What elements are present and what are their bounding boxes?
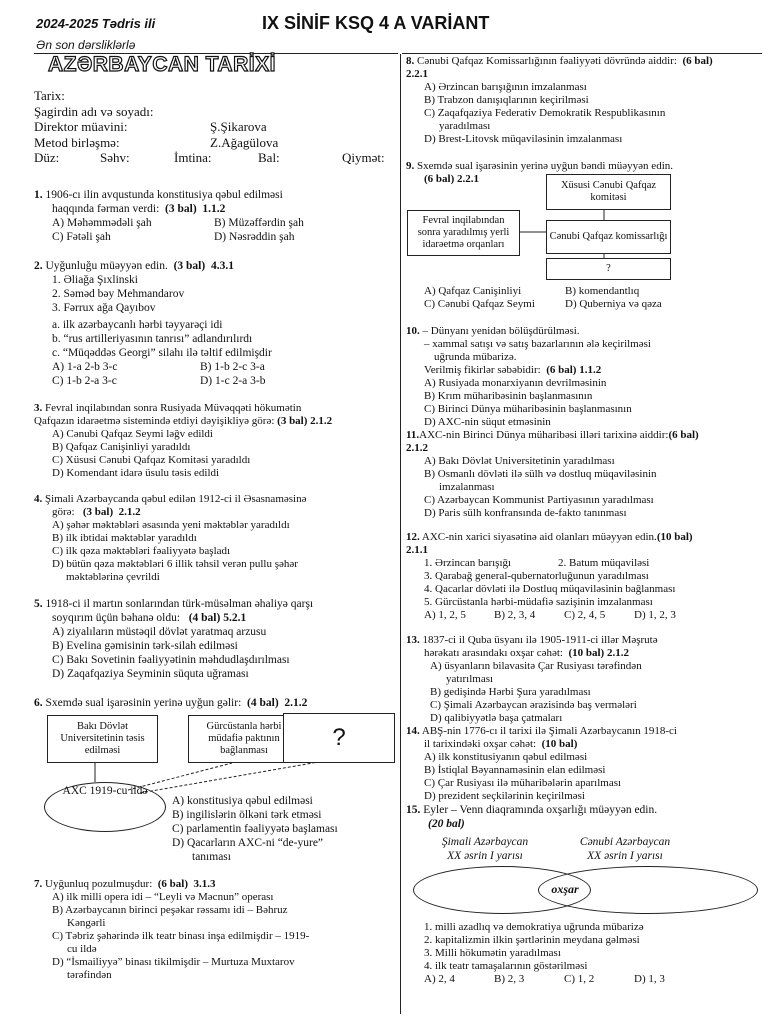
- q13-text-2: hərəkatı arasındakı oxşar cəhət:: [424, 647, 563, 659]
- q2-letter-a: a. ilk azərbaycanlı hərbi təyyarəçi idi: [52, 319, 223, 331]
- q11-code: 2.1.2: [406, 442, 428, 454]
- q5-code: 5.2.1: [223, 612, 247, 624]
- q13-option-b[interactable]: B) gedişində Hərbi Şura yaradılması: [430, 686, 591, 698]
- q9-option-a[interactable]: A) Qafqaz Canişinliyi: [424, 285, 522, 297]
- director-label: Direktor müavini:: [34, 119, 128, 134]
- q9-box-commissariat: Cənubi Qafqaz komissarlığı: [546, 220, 671, 254]
- q9-number: 9.: [406, 160, 415, 172]
- q12-code: 2.1.1: [406, 544, 428, 556]
- question-10: [406, 325, 762, 429]
- q5-option-d[interactable]: D) Zaqafqaziya Seyminin süquta uğraması: [52, 668, 249, 680]
- venn-left-label-1: Şimali Azərbaycan: [441, 836, 529, 848]
- venn-right-label-1: Cənubi Azərbaycan: [579, 836, 671, 848]
- q12-item-1: 1. Ərzincan barışığı: [424, 557, 512, 569]
- q9-code: 2.2.1: [457, 173, 479, 185]
- q6-points: (4 bal): [247, 697, 279, 709]
- question-14: [406, 725, 762, 803]
- q15-number: 15.: [406, 804, 421, 816]
- q15-item-2: 2. kapitalizmin ilkin şərtlərinin meydana gəlməsi: [424, 934, 640, 946]
- q7-option-d[interactable]: D) “İsmailiyyə” binası tikilmişdir – Murtuza Muxtarov: [52, 956, 295, 968]
- q7-number: 7.: [34, 878, 43, 890]
- q5-text-2: soyqırım üçün bəhanə oldu:: [52, 612, 181, 624]
- q14-option-b[interactable]: B) İstiqlal Bəyannaməsinin elan edilməsi: [424, 764, 606, 776]
- q6-option-d[interactable]: D) Qacarların AXC-ni “de-yure”: [172, 837, 324, 849]
- q12-item-4: 4. Qacarlar dövləti ilə Dostluq müqaviləsinin bağlanması: [424, 583, 676, 595]
- q7-code: 3.1.3: [193, 878, 216, 890]
- q6-box-question: ?: [283, 713, 395, 763]
- subject-title: AZƏRBAYCAN TARİXİ: [48, 53, 276, 76]
- q10-option-a[interactable]: A) Rusiyada monarxiyanın devrilməsinin: [424, 377, 607, 389]
- director-name: Ş.Şikarova: [210, 119, 267, 134]
- q1-points: (3 bal): [165, 203, 197, 215]
- q2-option-d[interactable]: D) 1-c 2-a 3-b: [200, 375, 266, 387]
- q9-option-c[interactable]: C) Cənubi Qafqaz Seymi: [424, 298, 535, 310]
- question-6-options: [172, 794, 397, 864]
- q6-number: 6.: [34, 697, 43, 709]
- q5-number: 5.: [34, 598, 43, 610]
- q15-item-3: 3. Milli hökumətin yaradılması: [424, 947, 561, 959]
- q7-option-d-cont: tərəfindən: [67, 969, 112, 981]
- q3-code: 2.1.2: [310, 415, 333, 427]
- q14-option-d[interactable]: D) prezident seçkilərinin keçirilməsi: [424, 790, 585, 802]
- q6-option-d-cont: tanıması: [192, 851, 231, 863]
- q12-item-5: 5. Gürcüstanla hərbi-müdafiə sazişinin imzalanması: [424, 596, 653, 608]
- q14-text-2: il tarixindəki oxşar cəhət:: [424, 738, 537, 750]
- q3-option-b[interactable]: B) Qafqaz Canişinliyi yaradıldı: [52, 441, 191, 453]
- question-11: [406, 429, 762, 520]
- q8-points: (6 bal): [682, 55, 713, 67]
- page-title: IX SİNİF KSQ 4 A VARİANT: [262, 13, 490, 33]
- q2-number: 2.: [34, 260, 43, 272]
- grade-label: Qiymət:: [342, 150, 385, 165]
- venn-center-label: oxşar: [551, 882, 579, 896]
- q9-text: Sxemdə sual işarəsinin yerinə uyğun bəndi müəyyən edin.: [417, 160, 673, 172]
- q6-option-b[interactable]: B) ingilislərin ölkəni tərk etməsi: [172, 809, 322, 821]
- q9-box-question: ?: [546, 258, 671, 280]
- venn-right-label: [560, 835, 690, 863]
- question-8: [406, 55, 762, 146]
- q10-line-3: uğrunda mübarizə.: [434, 351, 517, 363]
- q3-number: 3.: [34, 402, 43, 414]
- q15-item-4: 4. ilk teatr tamaşalarının göstərilməsi: [424, 960, 588, 972]
- q2-letter-b: b. “rus artilleriyasının tanrısı” adlandırılırdı: [52, 333, 253, 345]
- q2-points: (3 bal): [173, 260, 206, 272]
- q15-option-c[interactable]: C) 1, 2: [564, 973, 595, 985]
- q7-option-b[interactable]: B) Azərbaycanın birinci peşəkar rəssamı idi – Bəhruz: [52, 904, 288, 916]
- venn-right-label-2: XX əsrin I yarısı: [587, 850, 663, 862]
- points-label: Bal:: [258, 150, 280, 165]
- q15-option-d[interactable]: D) 1, 3: [634, 973, 665, 985]
- q10-option-d[interactable]: D) AXC-nin süqut etməsinin: [424, 416, 551, 428]
- q2-option-a[interactable]: A) 1-a 2-b 3-c: [52, 361, 118, 373]
- question-13: [406, 634, 762, 725]
- q2-option-b[interactable]: B) 1-b 2-c 3-a: [200, 361, 265, 373]
- q8-option-d[interactable]: D) Brest-Litovsk müqaviləsinin imzalanması: [424, 133, 623, 145]
- wrong-label: Səhv:: [100, 150, 130, 165]
- q10-code: 1.1.2: [579, 364, 602, 376]
- q15-text: Eyler – Venn diaqramında oxşarlığı müəyyən edin.: [423, 804, 658, 816]
- q6-option-c[interactable]: C) parlamentin fəaliyyətə başlaması: [172, 823, 338, 835]
- q6-text: Sxemdə sual işarəsinin yerinə uyğun gəlir:: [45, 697, 242, 709]
- q5-option-c[interactable]: C) Bakı Sovetinin fəaliyyətinin məhdudlaşdırılması: [52, 654, 290, 666]
- q7-option-a[interactable]: A) ilk milli opera idi – “Leyli və Məcnun” operası: [52, 891, 274, 903]
- question-15-options: [406, 921, 762, 986]
- q12-item-3: 3. Qarabağ general-qubernatorluğunun yaradılması: [424, 570, 649, 582]
- q4-number: 4.: [34, 493, 43, 505]
- q2-item-2: 2. Səməd bəy Mehmandarov: [52, 288, 185, 300]
- q4-option-b[interactable]: B) ilk ibtidai məktəblər yaradıldı: [52, 532, 197, 544]
- q4-code: 2.1.2: [118, 506, 141, 518]
- q15-option-b[interactable]: B) 2, 3: [494, 973, 525, 985]
- school-year: 2024-2025 Tədris ili: [36, 16, 156, 31]
- q13-option-a-cont: yatırılması: [446, 673, 494, 685]
- q3-points: (3 bal): [277, 415, 308, 427]
- q12-item-2: 2. Batum müqaviləsi: [558, 557, 650, 569]
- q11-option-a[interactable]: A) Bakı Dövlət Universitetinin yaradılması: [424, 455, 615, 467]
- q2-option-c[interactable]: C) 1-b 2-a 3-c: [52, 375, 117, 387]
- q11-option-b[interactable]: B) Osmanlı dövləti ilə sülh və dostluq müqaviləsinin: [424, 468, 657, 480]
- q14-points: (10 bal): [541, 738, 578, 750]
- q3-option-a[interactable]: A) Cənubi Qafqaz Seymi ləğv edildi: [52, 428, 213, 440]
- q8-option-c[interactable]: C) Zaqafqaziya Federativ Demokratik Respublikasının: [424, 107, 666, 119]
- q2-letter-c: c. “Müqəddəs Georgi” silahı ilə təltif edilmişdir: [52, 347, 272, 359]
- q9-points: (6 bal): [424, 173, 455, 185]
- q3-option-d[interactable]: D) Komendant idarə üsulu təsis edildi: [52, 467, 220, 479]
- q9-box-special-committee: Xüsusi Cənubi Qafqaz komitəsi: [546, 174, 671, 210]
- q15-option-a[interactable]: A) 2, 4: [424, 973, 455, 985]
- q5-option-a[interactable]: A) ziyalıların müstəqil dövlət yaratmaq arzusu: [52, 626, 267, 638]
- q14-text: ABŞ-nin 1776-cı il tarixi ilə Şimali Azərbaycanın 1918-ci: [421, 725, 677, 737]
- q12-number: 12.: [406, 531, 420, 543]
- q2-code: 4.3.1: [210, 260, 234, 272]
- q1-option-c[interactable]: C) Fətəli şah: [52, 231, 111, 243]
- q12-option-a[interactable]: A) 1, 2, 5: [424, 609, 466, 621]
- q5-points: (4 bal): [188, 612, 221, 624]
- q4-option-d[interactable]: D) bütün qəza məktəbləri 6 illik təhsil verən pullu şəhər: [52, 558, 298, 570]
- q4-option-d-cont: məktəblərinə çevrildi: [66, 571, 160, 583]
- q8-option-a[interactable]: A) Ərzincan barışığının imzalanması: [424, 81, 587, 93]
- correct-label: Düz:: [34, 150, 60, 165]
- refusal-label: İmtina:: [174, 150, 212, 165]
- q6-box-university: Bakı Dövlət Universitetinin təsis edilməsi: [47, 715, 158, 763]
- q14-option-a[interactable]: A) ilk konstitusiyanın qəbul edilməsi: [424, 751, 588, 763]
- q1-code: 1.1.2: [202, 203, 226, 215]
- q11-points: (6 bal): [668, 429, 699, 441]
- venn-left-label-2: XX əsrin I yarısı: [447, 850, 523, 862]
- q15-points: (20 bal): [428, 818, 465, 830]
- q13-option-a[interactable]: A) üsyanların bilavasitə Çar Rusiyası tərəfindən: [430, 660, 642, 672]
- q6-option-a[interactable]: A) konstitusiya qəbul edilməsi: [172, 795, 313, 807]
- student-name-label: Şagirdin adı və soyadı:: [34, 103, 154, 119]
- q15-item-1: 1. milli azadlıq və demokratiya uğrunda mübarizə: [424, 921, 644, 933]
- q4-option-c[interactable]: C) ilk qəza məktəbləri fəaliyyətə başladı: [52, 545, 231, 557]
- q11-option-b-cont: imzalanması: [439, 481, 495, 493]
- q8-number: 8.: [406, 55, 415, 67]
- venn-left-label: [420, 835, 550, 863]
- method-label: Metod birləşmə:: [34, 134, 120, 150]
- q1-option-a[interactable]: A) Məhəmmədəli şah: [52, 217, 152, 229]
- q10-line-1: – Dünyanı yenidən bölüşdürülməsi.: [422, 325, 580, 337]
- q3-text: Fevral inqilabından sonra Rusiyada Müvəqqəti hökumətin: [45, 402, 302, 414]
- q10-points: (6 bal): [546, 364, 577, 376]
- q11-option-d[interactable]: D) Paris sülh konfransında de-fakto tanınması: [424, 507, 627, 519]
- q13-number: 13.: [406, 634, 420, 646]
- q13-option-d[interactable]: D) qalibiyyətlə başa çatmaları: [430, 712, 563, 724]
- q9-option-b[interactable]: B) komendantlıq: [565, 285, 640, 297]
- method-name: Z.Ağagülova: [210, 134, 279, 150]
- date-label: Tarix:: [34, 88, 65, 103]
- q9-option-d[interactable]: D) Quberniya və qəza: [565, 298, 662, 310]
- header-subtitle: Ən son dərsliklərlə: [36, 38, 136, 52]
- q2-item-1: 1. Əliağa Şıxlinski: [52, 274, 138, 286]
- q1-option-b[interactable]: B) Müzəffərdin şah: [214, 217, 304, 229]
- q6-ellipse-label: AXC 1919-cu ildə: [62, 785, 148, 797]
- q12-option-b[interactable]: B) 2, 3, 4: [494, 609, 536, 621]
- q8-option-c-cont: yaradılması: [439, 120, 491, 132]
- q8-text: Cənubi Qafqaz Komissarlığının fəaliyyəti dövründə aiddir:: [417, 55, 677, 67]
- q1-option-d[interactable]: D) Nəsrəddin şah: [214, 231, 295, 243]
- q4-text: Şimali Azərbaycanda qəbul edilən 1912-ci il Əsasnaməsinə: [45, 493, 307, 505]
- q4-option-a[interactable]: A) şəhər məktəbləri əsasında yeni məktəblər yaradıldı: [52, 519, 290, 531]
- question-7: [34, 878, 396, 982]
- q11-number: 11.: [406, 429, 420, 441]
- q13-option-c[interactable]: C) Şimali Azərbaycan ərazisində baş vermələri: [430, 699, 637, 711]
- q11-text: AXC-nin Birinci Dünya müharibəsi illəri tarixinə aiddir:: [419, 429, 669, 441]
- q7-option-b-cont: Kəngərli: [67, 917, 106, 929]
- q1-text: 1906-cı ilin avqustunda konstitusiya qəbul edilməsi: [45, 189, 283, 201]
- q12-option-c[interactable]: C) 2, 4, 5: [564, 609, 606, 621]
- question-15-stem: [406, 803, 762, 831]
- q5-option-b[interactable]: B) Evelina gəmisinin tərk-silah edilməsi: [52, 640, 238, 652]
- q1-number: 1.: [34, 189, 43, 201]
- q13-points: (10 bal): [568, 647, 605, 659]
- q8-option-b[interactable]: B) Trabzon danışıqlarının keçirilməsi: [424, 94, 589, 106]
- q10-number: 10.: [406, 325, 420, 337]
- q3-text-2: Qafqazın idarəetmə sistemində etdiyi dəyişikliyə görə:: [34, 415, 275, 427]
- q5-text: 1918-ci il martın sonlarından türk-müsəlman əhaliyə qarşı: [45, 598, 314, 610]
- q2-text: Uyğunluğu müəyyən edin.: [45, 260, 168, 272]
- q13-text: 1837-ci il Quba üsyanı ilə 1905-1911-ci illər Məşrutə: [422, 634, 658, 646]
- q14-option-c[interactable]: C) Çar Rusiyası ilə müharibələrin aparılması: [424, 777, 622, 789]
- question-12: [406, 531, 762, 622]
- q13-code: 2.1.2: [606, 647, 629, 659]
- q1-text-2: haqqında fərman verdi:: [52, 203, 160, 215]
- q12-text: AXC-nin xarici siyasətinə aid olanları müəyyən edin.: [421, 531, 657, 543]
- q14-number: 14.: [406, 725, 420, 737]
- q10-option-c[interactable]: C) Birinci Dünya müharibəsinin başlanmasının: [424, 403, 632, 415]
- q10-option-b[interactable]: B) Krım müharibəsinin başlanmasının: [424, 390, 593, 402]
- q4-points: (3 bal): [82, 506, 114, 518]
- question-9-options: [406, 285, 762, 311]
- q4-text-2: görə:: [52, 506, 75, 518]
- q7-option-c-cont: cu ildə: [67, 943, 97, 955]
- q7-text: Uyğunluq pozulmuşdur:: [45, 878, 153, 890]
- q7-option-c[interactable]: C) Təbriz şəhərində ilk teatr binası inşa edilmişdir – 1919-: [52, 930, 310, 942]
- q3-option-c[interactable]: C) Xüsusi Cənubi Qafqaz Komitəsi yaradıldı: [52, 454, 251, 466]
- q8-code: 2.2.1: [406, 68, 428, 80]
- q10-text: Verilmiş fikirlər səbəbidir:: [424, 364, 541, 376]
- q9-box-local-bodies: Fevral inqilabından sonra yaradılmış yerli idarəetmə orqanları: [407, 210, 520, 256]
- q11-option-c[interactable]: C) Azərbaycan Kommunist Partiyasının yaradılması: [424, 494, 654, 506]
- q12-points: (10 bal): [656, 531, 693, 543]
- q12-option-d[interactable]: D) 1, 2, 3: [634, 609, 676, 621]
- q10-line-2: – xammal satışı və satış bazarlarının ələ keçirilməsi: [424, 338, 651, 350]
- q7-points: (6 bal): [157, 878, 188, 890]
- q6-code: 2.1.2: [284, 697, 308, 709]
- q2-item-3: 3. Fərrux ağa Qayıbov: [52, 302, 156, 314]
- q6-box-georgia-pact: Gürcüstanla hərbi müdafiə paktının bağlanması: [188, 715, 300, 763]
